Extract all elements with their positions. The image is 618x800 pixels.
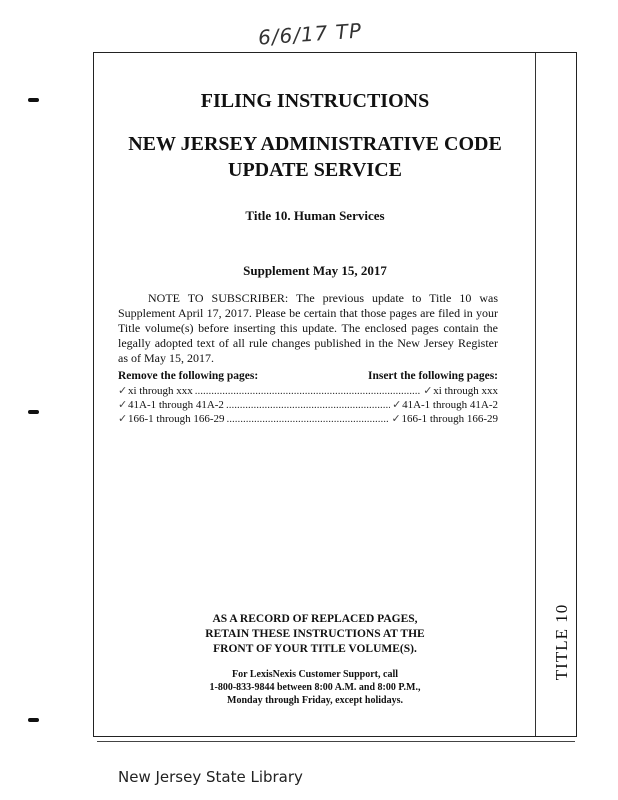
customer-support-info <box>93 668 537 707</box>
punch-hole-mark <box>28 98 39 102</box>
note-text: NOTE TO SUBSCRIBER: The previous update to Title 10 was Supplement April 17, 2017. Please be certain that those pages are filed in your Title volume(s) before inserting this update. The enclosed pages contain the legally adopted text of all rule changes published in the New Jersey Register as of May 15, 2017. <box>118 291 498 365</box>
insert-pages: 41A-1 through 41A-2 <box>402 399 498 411</box>
remove-header: Remove the following pages: <box>118 370 259 382</box>
check-mark-icon: ✓ <box>423 385 433 397</box>
heading-line: UPDATE SERVICE <box>228 159 402 181</box>
punch-hole-mark <box>28 410 39 414</box>
title-number: Title 10. Human Services <box>245 208 385 223</box>
check-mark-icon: ✓ <box>392 399 402 411</box>
heading-line: NEW JERSEY ADMINISTRATIVE CODE <box>128 133 502 155</box>
record-line: RETAIN THESE INSTRUCTIONS AT THE <box>205 628 425 640</box>
list-item <box>118 398 498 412</box>
record-notice <box>93 612 537 657</box>
library-stamp: New Jersey State Library <box>118 768 303 786</box>
check-mark-icon: ✓ <box>118 413 128 425</box>
list-item <box>118 384 498 398</box>
remove-pages: 166-1 through 166-29 <box>128 413 225 425</box>
check-mark-icon: ✓ <box>391 413 401 425</box>
record-line: AS A RECORD OF REPLACED PAGES, <box>212 613 418 625</box>
leader-dots <box>195 385 421 397</box>
pages-header <box>118 370 498 382</box>
leader-dots <box>227 413 390 425</box>
pages-list <box>118 384 498 426</box>
remove-pages: xi through xxx <box>128 385 193 397</box>
support-line: For LexisNexis Customer Support, call <box>231 669 398 680</box>
leader-dots <box>226 399 390 411</box>
list-item <box>118 412 498 426</box>
insert-pages: 166-1 through 166-29 <box>401 413 498 425</box>
spine-label: TITLE 10 <box>552 603 571 681</box>
subscriber-note <box>118 291 498 366</box>
support-line: 1-800-833-9844 between 8:00 A.M. and 8:00 P.M., <box>209 682 421 693</box>
handwritten-date-note: 6/6/17 TP <box>257 18 363 50</box>
check-mark-icon: ✓ <box>118 385 128 397</box>
check-mark-icon: ✓ <box>118 399 128 411</box>
insert-pages: xi through xxx <box>433 385 498 397</box>
support-line: Monday through Friday, except holidays. <box>227 695 403 706</box>
supplement-date: Supplement May 15, 2017 <box>243 263 387 278</box>
remove-pages: 41A-1 through 41A-2 <box>128 399 224 411</box>
punch-hole-mark <box>28 718 39 722</box>
bottom-rule <box>97 741 575 742</box>
record-line: FRONT OF YOUR TITLE VOLUME(S). <box>213 643 417 655</box>
page-title: FILING INSTRUCTIONS <box>200 90 430 112</box>
code-heading <box>93 131 537 183</box>
insert-header: Insert the following pages: <box>367 370 498 382</box>
